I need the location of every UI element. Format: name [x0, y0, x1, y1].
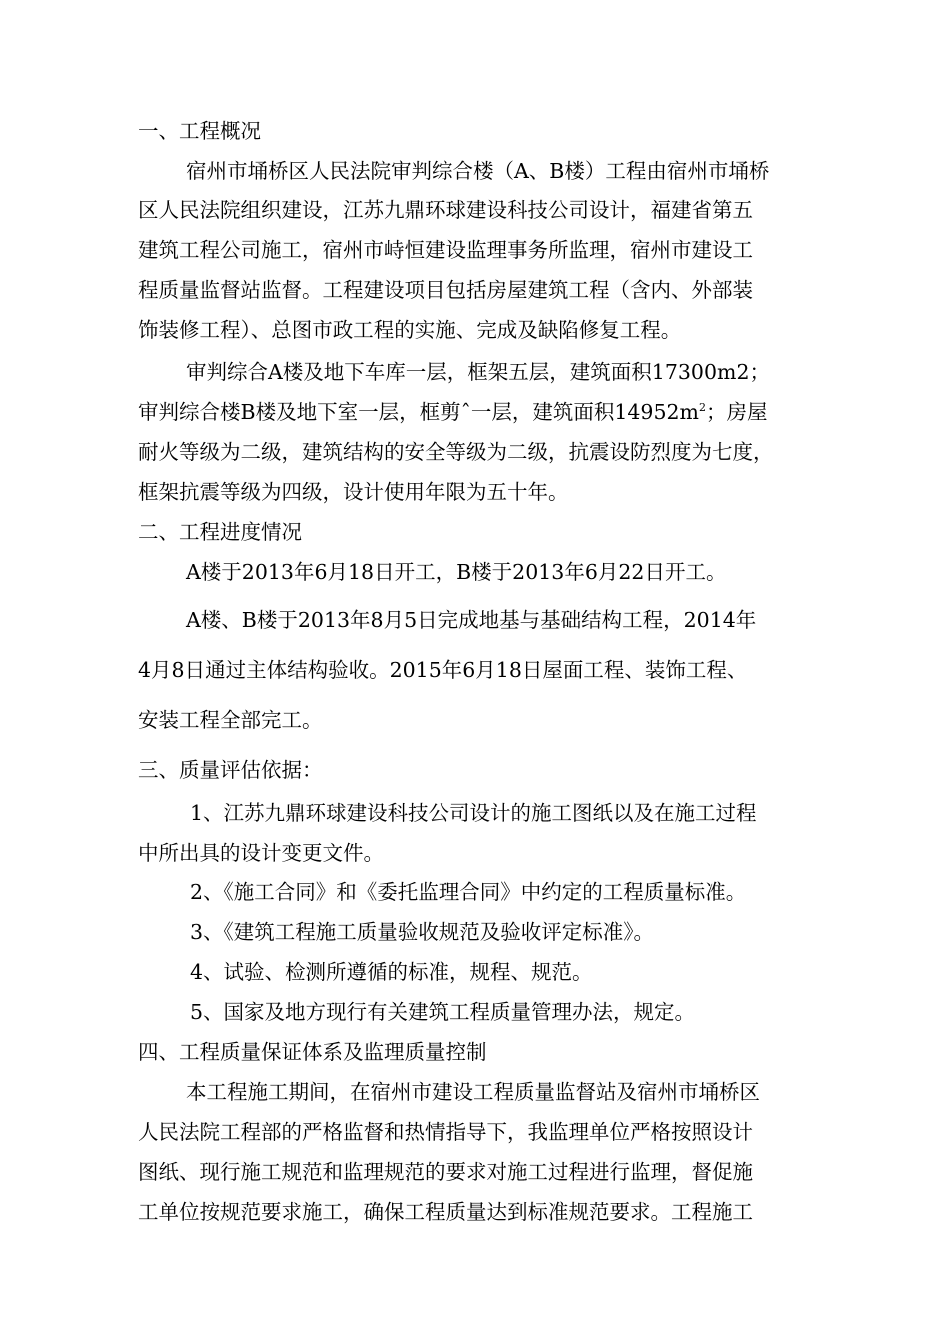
superscript: 2 [698, 401, 706, 414]
paragraph-line: 宿州市埇桥区人民法院审判综合楼（A、B楼）工程由宿州市埇桥 [186, 159, 770, 183]
paragraph-line: 人民法院工程部的严格监督和热情指导下，我监理单位严格按照设计 [138, 1120, 753, 1144]
section-4-heading: 四、工程质量保证体系及监理质量控制 [138, 1040, 487, 1064]
section-1-heading: 一、工程概况 [138, 119, 261, 143]
paragraph-line: 饰装修工程）、总图市政工程的实施、完成及缺陷修复工程。 [138, 318, 682, 342]
paragraph-text: 审判综合楼B楼及地下室一层，框剪ˆ一层，建筑面积14952m [138, 400, 699, 424]
list-item: 中所出具的设计变更文件。 [138, 841, 384, 865]
paragraph-line: A楼、B楼于2013年8月5日完成地基与基础结构工程，2014年 [186, 608, 757, 632]
paragraph-text: ；房屋 [705, 400, 768, 424]
paragraph-line: 程质量监督站监督。工程建设项目包括房屋建筑工程（含内、外部装 [138, 278, 753, 302]
paragraph-line: 框架抗震等级为四级，设计使用年限为五十年。 [138, 480, 569, 504]
paragraph-line: A楼于2013年6月18日开工，B楼于2013年6月22日开工。 [186, 560, 727, 584]
paragraph-line: 安装工程全部完工。 [138, 708, 323, 732]
paragraph-line: 建筑工程公司施工，宿州市峙恒建设监理事务所监理，宿州市建设工 [138, 238, 753, 262]
paragraph-line: 本工程施工期间，在宿州市建设工程质量监督站及宿州市埇桥区 [186, 1080, 760, 1104]
section-2-heading: 二、工程进度情况 [138, 520, 302, 544]
section-3-heading: 三、质量评估依据： [138, 758, 323, 782]
list-item: 5、国家及地方现行有关建筑工程质量管理办法，规定。 [190, 1000, 696, 1024]
paragraph-line: 图纸、现行施工规范和监理规范的要求对施工过程进行监理，督促施 [138, 1160, 753, 1184]
list-item: 1、江苏九鼎环球建设科技公司设计的施工图纸以及在施工过程 [190, 801, 757, 825]
paragraph-line: 区人民法院组织建设，江苏九鼎环球建设科技公司设计，福建省第五 [138, 198, 753, 222]
paragraph-line: 4月8日通过主体结构验收。2015年6月18日屋面工程、装饰工程、 [138, 658, 748, 682]
list-item: 4、试验、检测所遵循的标准，规程、规范。 [190, 960, 593, 984]
paragraph-line: 审判综合A楼及地下车库一层，框架五层，建筑面积17300m2； [186, 360, 770, 384]
paragraph-line: 耐火等级为二级，建筑结构的安全等级为二级，抗震设防烈度为七度， [138, 440, 774, 464]
paragraph-line [138, 397, 767, 427]
list-item: 3、《建筑工程施工质量验收规范及验收评定标准》。 [190, 920, 655, 944]
list-item: 2、《施工合同》和《委托监理合同》中约定的工程质量标准。 [190, 880, 747, 904]
paragraph-line: 工单位按规范要求施工，确保工程质量达到标准规范要求。工程施工 [138, 1200, 753, 1224]
